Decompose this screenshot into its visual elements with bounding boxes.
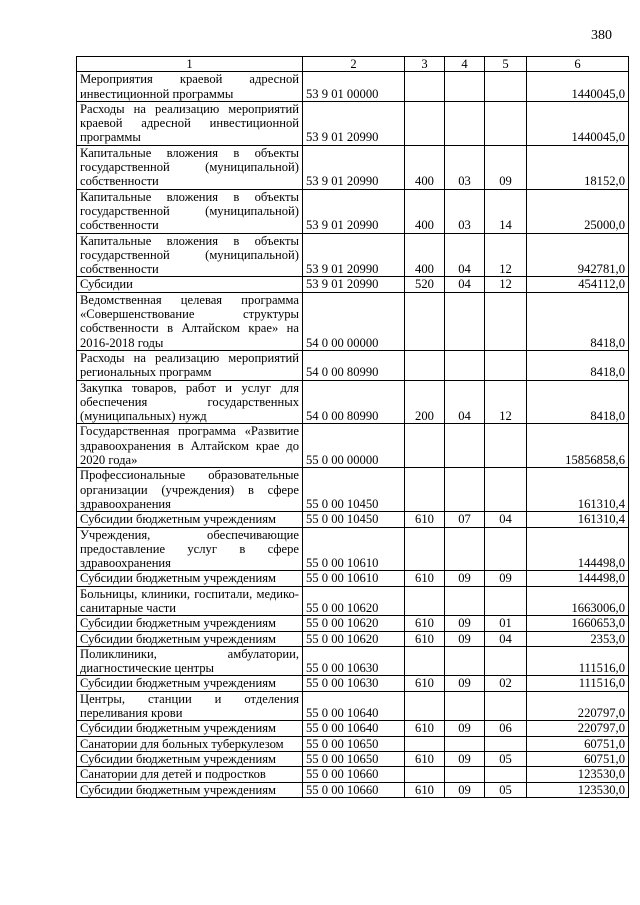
cell-name: Профессиональные образовательные организации (учреждения) в сфере здравоохранения (77, 468, 303, 512)
cell-pr (485, 72, 527, 102)
cell-name: Субсидии (77, 277, 303, 292)
cell-name: Капитальные вложения в объекты государственной (муниципальной) собственности (77, 189, 303, 233)
table-row (77, 736, 629, 751)
cell-pr: 05 (485, 751, 527, 766)
cell-vr: 610 (405, 676, 445, 691)
cell-vr: 610 (405, 571, 445, 586)
cell-code: 55 0 00 10620 (303, 616, 405, 631)
cell-pr: 09 (485, 571, 527, 586)
table-body (77, 72, 629, 798)
cell-vr: 520 (405, 277, 445, 292)
cell-rz: 09 (445, 751, 485, 766)
cell-rz: 04 (445, 277, 485, 292)
cell-vr (405, 72, 445, 102)
cell-name: Капитальные вложения в объекты государственной (муниципальной) собственности (77, 145, 303, 189)
cell-name: Расходы на реализацию мероприятий региональных программ (77, 350, 303, 380)
cell-vr: 400 (405, 189, 445, 233)
cell-rz: 07 (445, 512, 485, 527)
cell-sum: 8418,0 (527, 292, 629, 350)
cell-name: Ведомственная целевая программа «Совершенствование структуры собственности в Алтайском крае» на 2016-2018 годы (77, 292, 303, 350)
cell-name: Субсидии бюджетным учреждениям (77, 616, 303, 631)
cell-code: 54 0 00 80990 (303, 350, 405, 380)
table-row (77, 616, 629, 631)
cell-name: Капитальные вложения в объекты государственной (муниципальной) собственности (77, 233, 303, 277)
cell-code: 53 9 01 20990 (303, 101, 405, 145)
cell-vr: 610 (405, 782, 445, 797)
cell-code: 55 0 00 10620 (303, 586, 405, 616)
cell-pr: 14 (485, 189, 527, 233)
cell-sum: 18152,0 (527, 145, 629, 189)
cell-pr (485, 424, 527, 468)
cell-pr (485, 646, 527, 676)
table-row (77, 631, 629, 646)
cell-vr: 610 (405, 631, 445, 646)
cell-vr (405, 101, 445, 145)
table-row (77, 646, 629, 676)
column-header-rz: 4 (445, 57, 485, 72)
cell-rz: 09 (445, 571, 485, 586)
table-row (77, 189, 629, 233)
cell-pr (485, 767, 527, 782)
cell-sum: 111516,0 (527, 676, 629, 691)
cell-sum: 111516,0 (527, 646, 629, 676)
cell-pr (485, 468, 527, 512)
table-row (77, 424, 629, 468)
cell-code: 54 0 00 00000 (303, 292, 405, 350)
cell-sum: 454112,0 (527, 277, 629, 292)
cell-rz: 09 (445, 676, 485, 691)
cell-name: Расходы на реализацию мероприятий краевой адресной инвестиционной программы (77, 101, 303, 145)
cell-sum: 123530,0 (527, 767, 629, 782)
table-row (77, 277, 629, 292)
cell-code: 55 0 00 10650 (303, 751, 405, 766)
table-row (77, 512, 629, 527)
table-row (77, 292, 629, 350)
cell-vr: 610 (405, 751, 445, 766)
cell-sum: 220797,0 (527, 691, 629, 721)
cell-pr: 05 (485, 782, 527, 797)
cell-vr (405, 736, 445, 751)
cell-vr (405, 767, 445, 782)
cell-name: Субсидии бюджетным учреждениям (77, 512, 303, 527)
cell-rz: 03 (445, 145, 485, 189)
table-row (77, 782, 629, 797)
cell-pr: 12 (485, 380, 527, 424)
cell-rz (445, 350, 485, 380)
cell-code: 55 0 00 10660 (303, 767, 405, 782)
cell-sum: 144498,0 (527, 571, 629, 586)
cell-vr (405, 468, 445, 512)
table-row (77, 468, 629, 512)
cell-rz: 09 (445, 721, 485, 736)
table-row (77, 101, 629, 145)
cell-name: Субсидии бюджетным учреждениям (77, 571, 303, 586)
cell-sum: 144498,0 (527, 527, 629, 571)
cell-code: 55 0 00 10640 (303, 721, 405, 736)
table-row (77, 72, 629, 102)
cell-code: 53 9 01 00000 (303, 72, 405, 102)
cell-rz: 09 (445, 616, 485, 631)
cell-rz (445, 691, 485, 721)
cell-pr: 01 (485, 616, 527, 631)
table-row (77, 233, 629, 277)
cell-vr: 610 (405, 512, 445, 527)
cell-code: 53 9 01 20990 (303, 277, 405, 292)
table-row (77, 380, 629, 424)
cell-pr (485, 101, 527, 145)
column-header-sum: 6 (527, 57, 629, 72)
cell-name: Поликлиники, амбулатории, диагностические центры (77, 646, 303, 676)
cell-vr (405, 292, 445, 350)
cell-rz (445, 101, 485, 145)
cell-vr: 610 (405, 616, 445, 631)
cell-rz (445, 586, 485, 616)
cell-sum: 1440045,0 (527, 101, 629, 145)
cell-code: 53 9 01 20990 (303, 233, 405, 277)
table-row (77, 676, 629, 691)
cell-vr (405, 691, 445, 721)
cell-rz (445, 292, 485, 350)
cell-rz (445, 767, 485, 782)
header-row (77, 57, 629, 72)
cell-name: Субсидии бюджетным учреждениям (77, 782, 303, 797)
cell-rz (445, 646, 485, 676)
table-row (77, 751, 629, 766)
cell-sum: 1663006,0 (527, 586, 629, 616)
cell-rz (445, 468, 485, 512)
cell-code: 55 0 00 10660 (303, 782, 405, 797)
cell-rz (445, 736, 485, 751)
table-row (77, 721, 629, 736)
cell-pr: 12 (485, 233, 527, 277)
cell-vr (405, 527, 445, 571)
cell-sum: 161310,4 (527, 468, 629, 512)
cell-code: 55 0 00 10450 (303, 512, 405, 527)
cell-rz: 03 (445, 189, 485, 233)
cell-pr (485, 736, 527, 751)
cell-sum: 220797,0 (527, 721, 629, 736)
column-header-code: 2 (303, 57, 405, 72)
cell-code: 55 0 00 10620 (303, 631, 405, 646)
cell-code: 55 0 00 10610 (303, 571, 405, 586)
cell-pr (485, 691, 527, 721)
table-row (77, 145, 629, 189)
cell-pr: 09 (485, 145, 527, 189)
budget-table (76, 56, 629, 798)
cell-sum: 15856858,6 (527, 424, 629, 468)
cell-pr (485, 586, 527, 616)
cell-sum: 1440045,0 (527, 72, 629, 102)
cell-rz: 04 (445, 380, 485, 424)
cell-rz (445, 424, 485, 468)
cell-code: 53 9 01 20990 (303, 189, 405, 233)
table-row (77, 350, 629, 380)
cell-name: Учреждения, обеспечивающие предоставление услуг в сфере здравоохранения (77, 527, 303, 571)
table-row (77, 586, 629, 616)
cell-name: Больницы, клиники, госпитали, медико-санитарные части (77, 586, 303, 616)
cell-pr: 04 (485, 512, 527, 527)
table-header (77, 57, 629, 72)
cell-rz (445, 72, 485, 102)
cell-vr: 400 (405, 233, 445, 277)
column-header-vr: 3 (405, 57, 445, 72)
cell-pr: 06 (485, 721, 527, 736)
cell-sum: 1660653,0 (527, 616, 629, 631)
table-row (77, 691, 629, 721)
cell-name: Субсидии бюджетным учреждениям (77, 751, 303, 766)
cell-pr (485, 292, 527, 350)
cell-pr (485, 350, 527, 380)
cell-code: 54 0 00 80990 (303, 380, 405, 424)
table-row (77, 571, 629, 586)
table-row (77, 527, 629, 571)
table-row (77, 767, 629, 782)
cell-code: 55 0 00 10640 (303, 691, 405, 721)
page-number: 380 (591, 28, 612, 43)
cell-sum: 25000,0 (527, 189, 629, 233)
cell-code: 55 0 00 10450 (303, 468, 405, 512)
cell-sum: 60751,0 (527, 751, 629, 766)
cell-name: Мероприятия краевой адресной инвестиционной программы (77, 72, 303, 102)
cell-name: Центры, станции и отделения переливания крови (77, 691, 303, 721)
cell-rz: 04 (445, 233, 485, 277)
cell-sum: 161310,4 (527, 512, 629, 527)
cell-code: 55 0 00 10650 (303, 736, 405, 751)
cell-vr (405, 586, 445, 616)
cell-sum: 123530,0 (527, 782, 629, 797)
cell-sum: 8418,0 (527, 380, 629, 424)
cell-name: Субсидии бюджетным учреждениям (77, 631, 303, 646)
cell-vr (405, 424, 445, 468)
cell-rz: 09 (445, 782, 485, 797)
cell-vr (405, 646, 445, 676)
cell-sum: 2353,0 (527, 631, 629, 646)
cell-name: Санатории для детей и подростков (77, 767, 303, 782)
cell-pr: 04 (485, 631, 527, 646)
cell-name: Государственная программа «Развитие здравоохранения в Алтайском крае до 2020 года» (77, 424, 303, 468)
cell-code: 55 0 00 00000 (303, 424, 405, 468)
column-header-pr: 5 (485, 57, 527, 72)
cell-vr (405, 350, 445, 380)
cell-vr: 200 (405, 380, 445, 424)
cell-sum: 60751,0 (527, 736, 629, 751)
cell-code: 55 0 00 10630 (303, 646, 405, 676)
cell-rz: 09 (445, 631, 485, 646)
cell-vr: 610 (405, 721, 445, 736)
cell-code: 55 0 00 10630 (303, 676, 405, 691)
cell-pr: 02 (485, 676, 527, 691)
cell-rz (445, 527, 485, 571)
cell-sum: 942781,0 (527, 233, 629, 277)
cell-name: Субсидии бюджетным учреждениям (77, 721, 303, 736)
cell-sum: 8418,0 (527, 350, 629, 380)
cell-name: Субсидии бюджетным учреждениям (77, 676, 303, 691)
cell-code: 55 0 00 10610 (303, 527, 405, 571)
cell-name: Санатории для больных туберкулезом (77, 736, 303, 751)
cell-vr: 400 (405, 145, 445, 189)
cell-pr (485, 527, 527, 571)
column-header-name: 1 (77, 57, 303, 72)
cell-code: 53 9 01 20990 (303, 145, 405, 189)
cell-pr: 12 (485, 277, 527, 292)
cell-name: Закупка товаров, работ и услуг для обеспечения государственных (муниципальных) нужд (77, 380, 303, 424)
